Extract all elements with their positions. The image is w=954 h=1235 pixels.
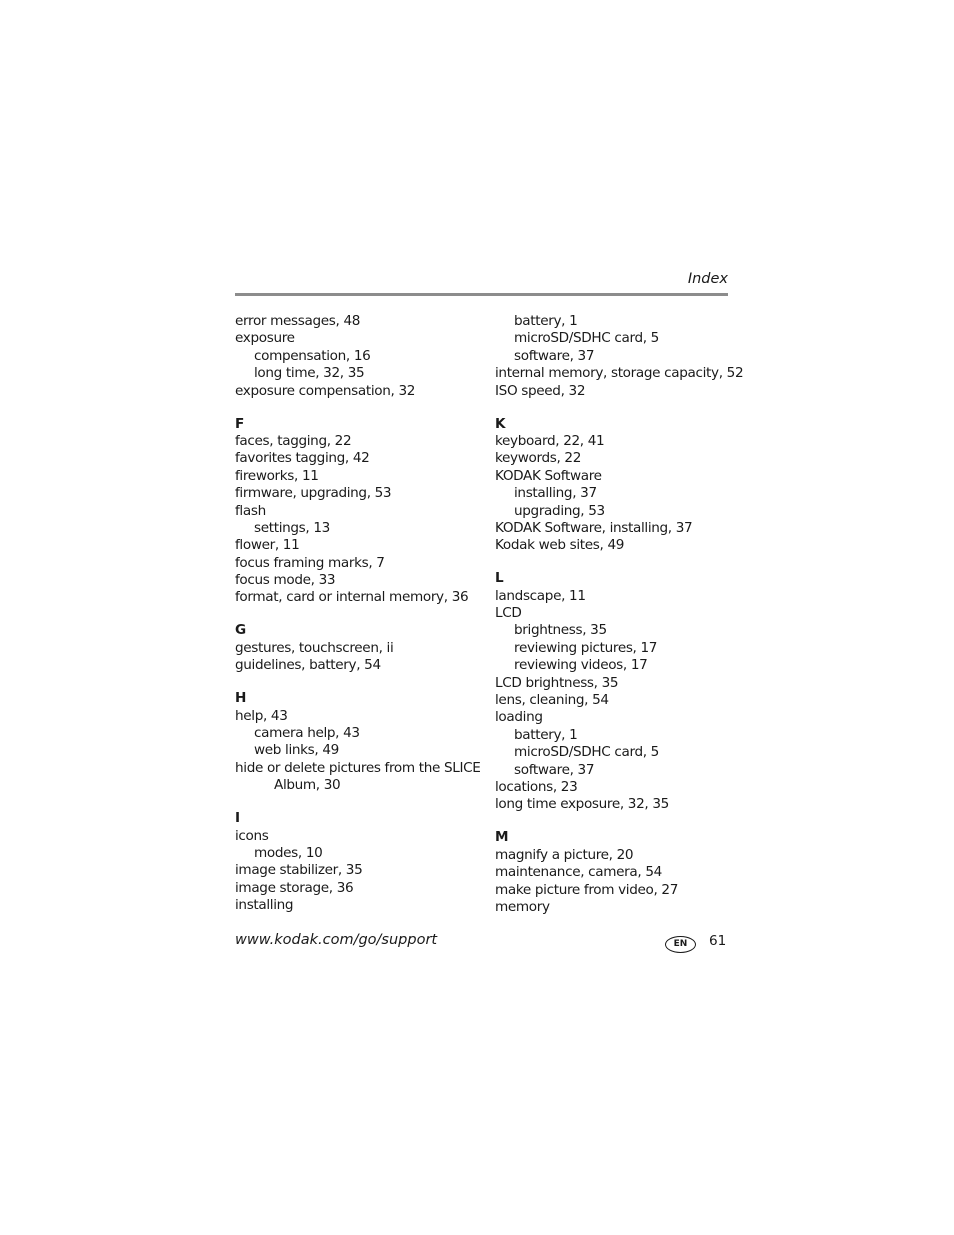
header-rule [235, 293, 728, 296]
index-entry: faces, tagging, 22 [235, 432, 352, 449]
index-entry: firmware, upgrading, 53 [235, 485, 392, 502]
index-subentry: microSD/SDHC card, 5 [514, 744, 659, 761]
index-entry: focus framing marks, 7 [235, 554, 385, 571]
index-subentry: settings, 13 [254, 519, 330, 536]
index-entry: KODAK Software [495, 467, 602, 484]
index-subentry: modes, 10 [254, 844, 323, 861]
index-subentry: software, 37 [514, 761, 595, 778]
index-entry: exposure [235, 330, 295, 347]
index-entry: help, 43 [235, 707, 288, 724]
index-entry: internal memory, storage capacity, 52 [495, 365, 744, 382]
index-entry: icons [235, 827, 269, 844]
index-letter-heading: F [235, 415, 244, 432]
index-entry: keywords, 22 [495, 450, 582, 467]
index-subentry: battery, 1 [514, 313, 578, 329]
index-subentry: reviewing videos, 17 [514, 657, 648, 674]
index-entry: KODAK Software, installing, 37 [495, 519, 693, 536]
index-entry: LCD [495, 605, 522, 622]
index-entry: LCD brightness, 35 [495, 674, 619, 691]
index-entry: lens, cleaning, 54 [495, 692, 609, 708]
page-number: 61 [709, 933, 727, 949]
index-subentry: reviewing pictures, 17 [514, 639, 658, 656]
index-entry: guidelines, battery, 54 [235, 657, 381, 674]
index-entry: gestures, touchscreen, ii [235, 639, 394, 656]
running-header-title: Index [687, 271, 728, 287]
index-subentry: brightness, 35 [514, 622, 607, 639]
index-entry: exposure compensation, 32 [235, 382, 416, 399]
index-letter-heading: G [235, 622, 246, 639]
index-entry: maintenance, camera, 54 [495, 864, 662, 881]
index-entry: loading [495, 709, 543, 726]
index-entry: fireworks, 11 [235, 467, 319, 484]
index-entry: format, card or internal memory, 36 [235, 589, 469, 606]
index-entry: error messages, 48 [235, 313, 361, 329]
index-subentry: installing, 37 [514, 485, 597, 502]
index-entry: memory [495, 898, 550, 915]
language-badge: EN [665, 936, 696, 953]
index-subentry: software, 37 [514, 347, 595, 364]
index-subentry: long time, 32, 35 [254, 365, 365, 382]
index-entry: flash [235, 502, 266, 519]
index-entry: landscape, 11 [495, 587, 586, 604]
index-subentry: microSD/SDHC card, 5 [514, 330, 659, 347]
index-entry: locations, 23 [495, 778, 578, 795]
index-letter-heading: L [495, 570, 504, 587]
index-entry: favorites tagging, 42 [235, 450, 370, 467]
index-subentry: compensation, 16 [254, 347, 371, 364]
index-subentry: web links, 49 [254, 742, 339, 759]
index-letter-heading: I [235, 810, 240, 827]
index-subentry: camera help, 43 [254, 724, 360, 741]
index-letter-heading: M [495, 829, 509, 846]
index-entry: magnify a picture, 20 [495, 846, 634, 863]
index-entry: keyboard, 22, 41 [495, 432, 605, 449]
index-entry: installing [235, 897, 294, 914]
index-entry: long time exposure, 32, 35 [495, 796, 669, 813]
index-column-left [235, 313, 485, 914]
index-subentry: battery, 1 [514, 726, 578, 743]
index-entry: hide or delete pictures from the SLICE [235, 759, 481, 776]
index-entry: ISO speed, 32 [495, 382, 586, 399]
index-entry: Kodak web sites, 49 [495, 537, 625, 554]
support-url-link[interactable]: www.kodak.com/go/support [235, 932, 438, 948]
index-subentry: upgrading, 53 [514, 502, 605, 519]
index-letter-heading: H [235, 690, 247, 707]
index-entry: flower, 11 [235, 537, 300, 554]
index-column-right [495, 313, 745, 916]
index-subentry: Album, 30 [274, 777, 341, 794]
index-entry: image storage, 36 [235, 879, 354, 896]
index-entry: make picture from video, 27 [495, 881, 679, 898]
index-entry: focus mode, 33 [235, 572, 336, 589]
index-entry: image stabilizer, 35 [235, 862, 363, 879]
index-letter-heading: K [495, 415, 506, 432]
